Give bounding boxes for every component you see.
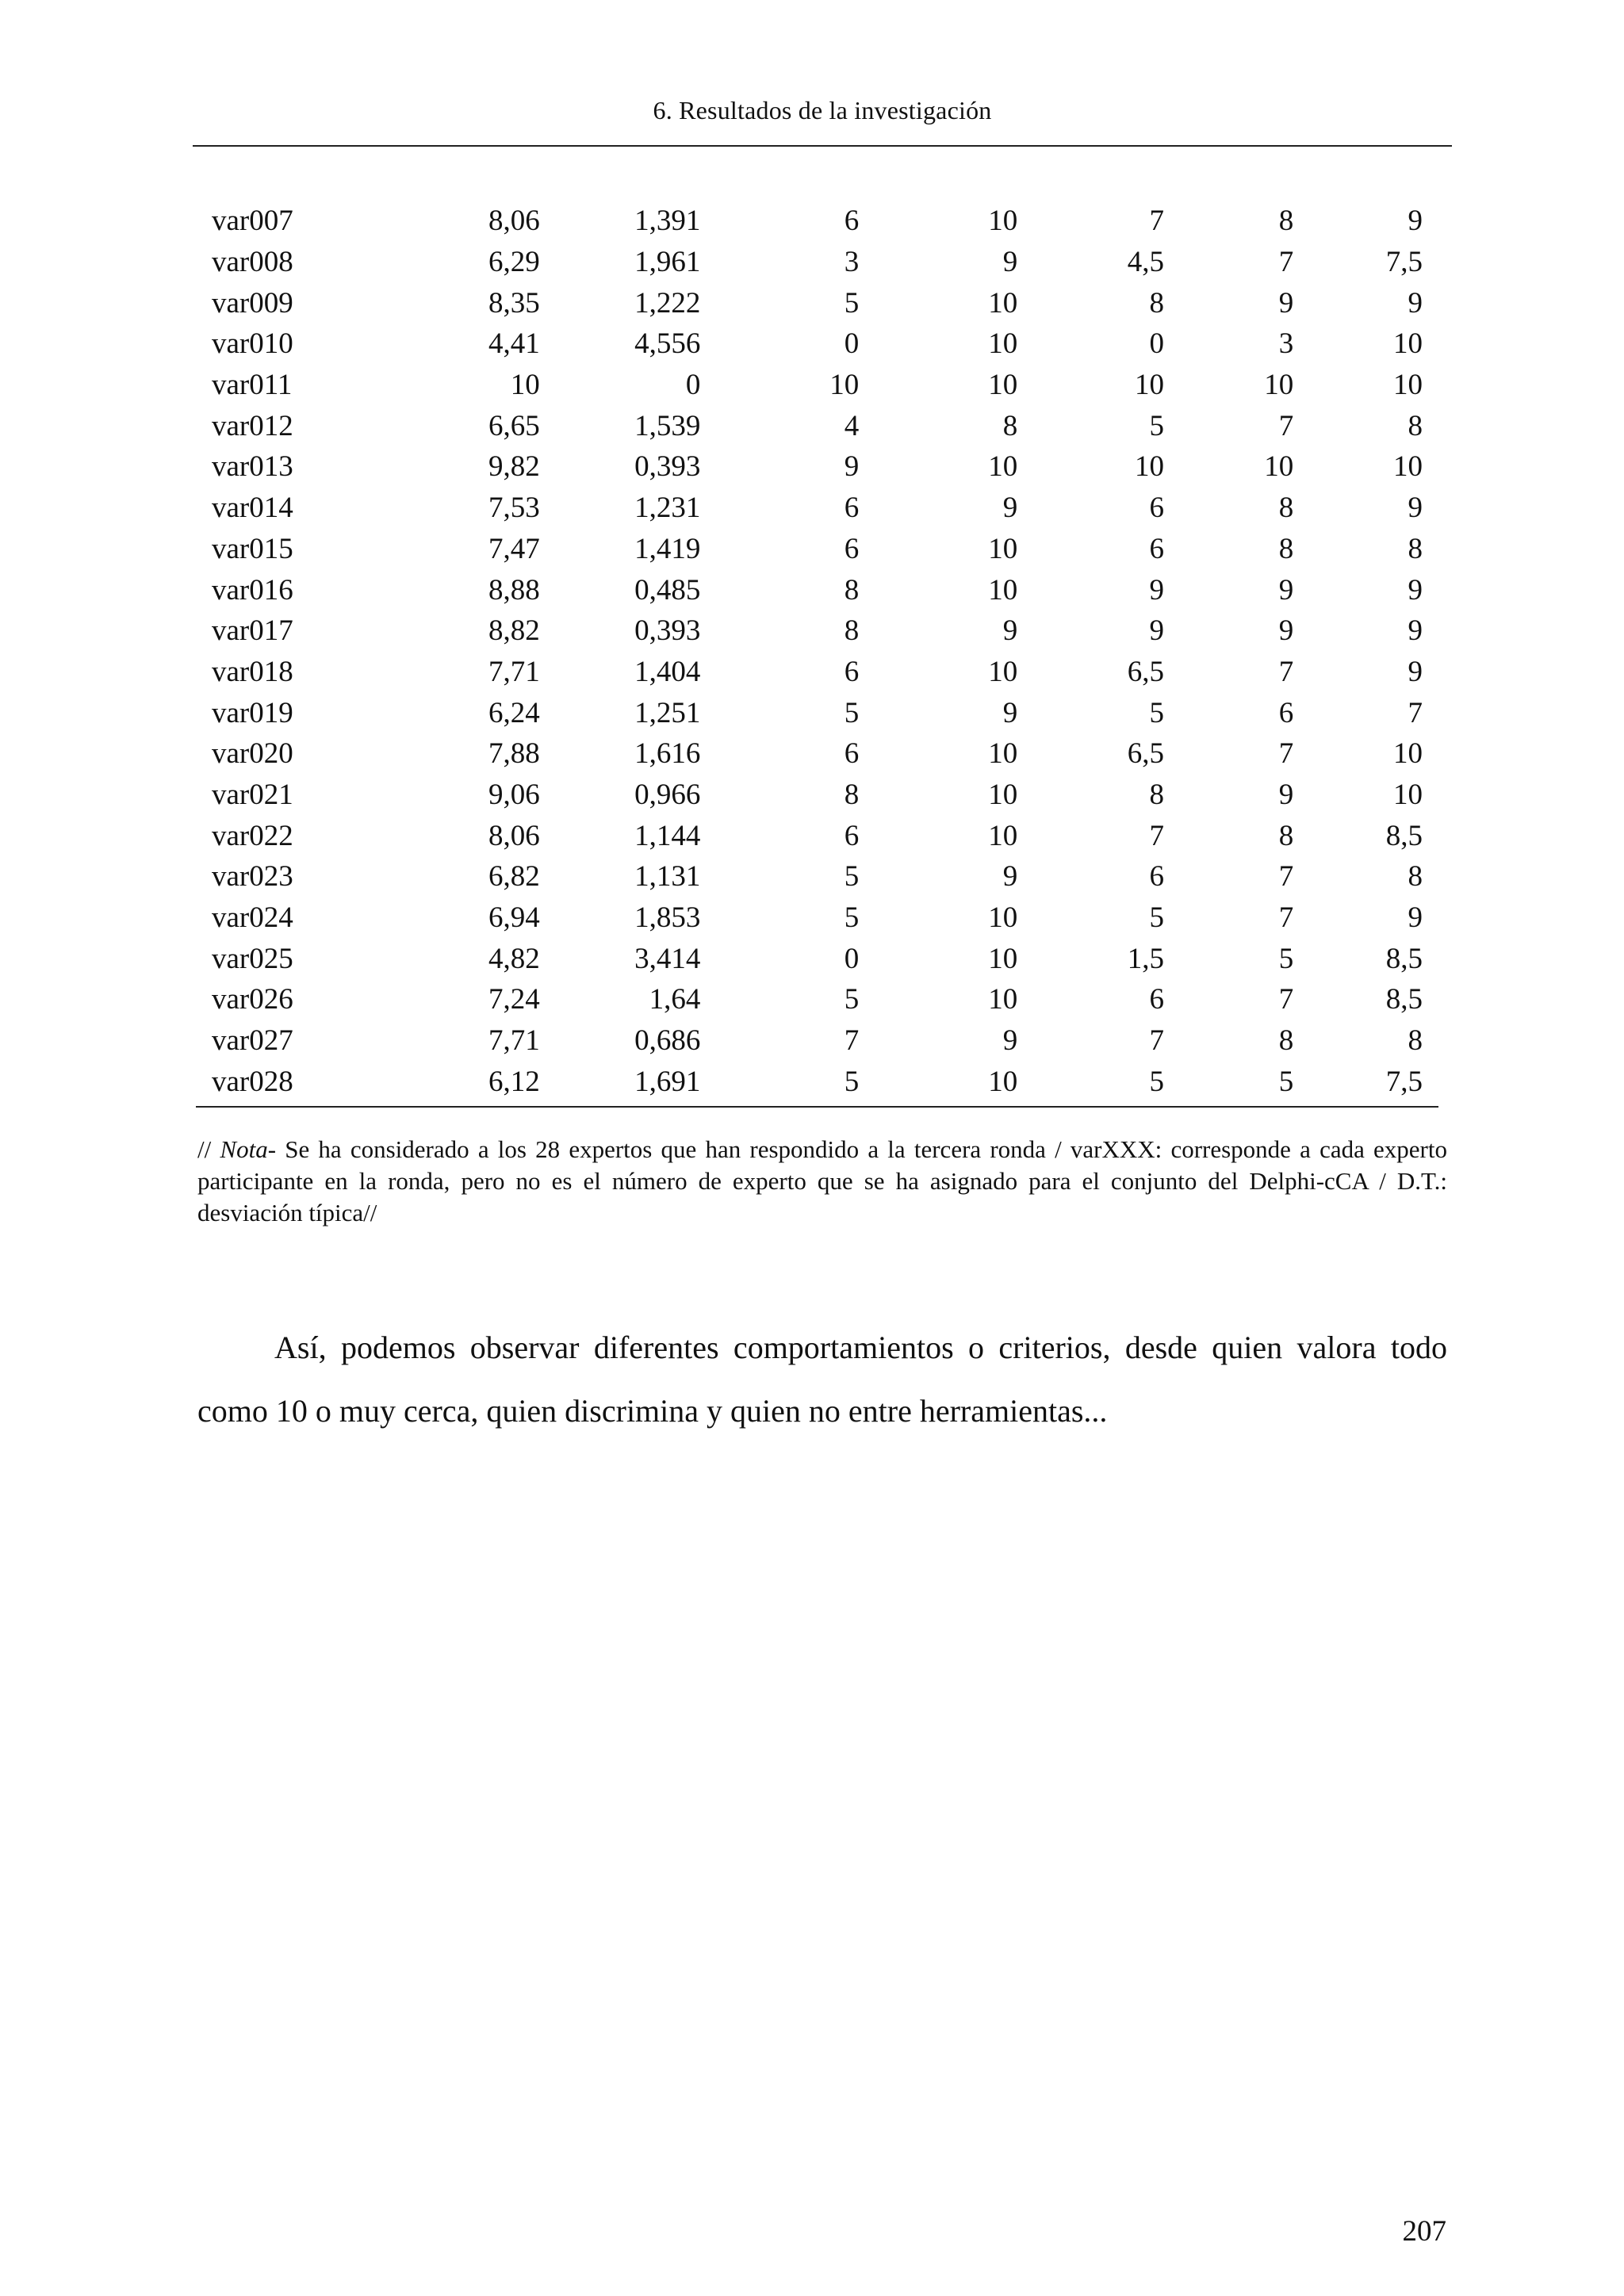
value-cell: 8,88 — [488, 573, 540, 607]
value-cell: 9 — [1408, 614, 1423, 648]
value-cell: 5 — [844, 286, 860, 320]
row-label-cell: var009 — [212, 286, 293, 320]
value-cell: 7 — [1149, 205, 1165, 238]
value-cell: 1,404 — [634, 655, 701, 688]
value-cell: 8 — [1278, 532, 1294, 565]
table-row — [196, 897, 1438, 939]
note-label: Nota — [220, 1135, 268, 1163]
value-cell: 7 — [1278, 655, 1294, 688]
value-cell: 8 — [1002, 409, 1018, 442]
value-cell: 10 — [988, 737, 1018, 771]
value-cell: 9 — [1408, 901, 1423, 935]
value-cell: 9 — [844, 450, 860, 484]
value-cell: 10 — [1393, 450, 1423, 484]
value-cell: 7 — [1278, 246, 1294, 279]
value-cell: 6,24 — [488, 696, 540, 729]
value-cell: 5 — [1149, 1065, 1165, 1098]
value-cell: 8,5 — [1385, 942, 1423, 975]
value-cell: 8,5 — [1385, 819, 1423, 852]
value-cell: 10 — [988, 983, 1018, 1016]
row-label-cell: var013 — [212, 450, 293, 484]
value-cell: 7,53 — [488, 492, 540, 525]
value-cell: 10 — [1393, 327, 1423, 361]
value-cell: 5 — [1278, 942, 1294, 975]
table-row — [196, 652, 1438, 693]
value-cell: 1,853 — [634, 901, 701, 935]
value-cell: 1,5 — [1127, 942, 1165, 975]
value-cell: 7,88 — [488, 737, 540, 771]
row-label-cell: var007 — [212, 205, 293, 238]
value-cell: 4,41 — [488, 327, 540, 361]
table-bottom-rule — [196, 1106, 1438, 1108]
value-cell: 1,231 — [634, 492, 701, 525]
value-cell: 9 — [1002, 492, 1018, 525]
value-cell: 9 — [1278, 286, 1294, 320]
value-cell: 8,06 — [488, 205, 540, 238]
row-label-cell: var020 — [212, 737, 293, 771]
value-cell: 8,35 — [488, 286, 540, 320]
value-cell: 6 — [1149, 860, 1165, 894]
table-row — [196, 775, 1438, 816]
value-cell: 9 — [1408, 492, 1423, 525]
row-label-cell: var028 — [212, 1065, 293, 1098]
table-row — [196, 610, 1438, 652]
value-cell: 0 — [844, 327, 860, 361]
value-cell: 1,419 — [634, 532, 701, 565]
value-cell: 4,82 — [488, 942, 540, 975]
note-text: - Se ha considerado a los 28 expertos que han respondido a la tercera ronda / varXXX: corresponde a cada experto participante en la ronda, pero no es el número de experto que se ha asignado para el conjunto del Delphi-cCA / D.T.: desviación típica// — [197, 1135, 1447, 1226]
row-label-cell: var019 — [212, 696, 293, 729]
table-row — [196, 856, 1438, 897]
value-cell: 1,222 — [634, 286, 701, 320]
value-cell: 0,393 — [634, 450, 701, 484]
value-cell: 5 — [844, 983, 860, 1016]
row-label-cell: var016 — [212, 573, 293, 607]
value-cell: 1,391 — [634, 205, 701, 238]
value-cell: 8,82 — [488, 614, 540, 648]
value-cell: 6 — [844, 205, 860, 238]
value-cell: 9 — [1002, 246, 1018, 279]
value-cell: 7 — [1278, 860, 1294, 894]
value-cell: 9 — [1149, 614, 1165, 648]
value-cell: 9,06 — [488, 778, 540, 811]
value-cell: 10 — [1264, 369, 1294, 402]
note-prefix: // — [197, 1135, 220, 1163]
value-cell: 6 — [1149, 492, 1165, 525]
value-cell: 7 — [1278, 409, 1294, 442]
value-cell: 3 — [1278, 327, 1294, 361]
table-row — [196, 405, 1438, 446]
value-cell: 9 — [1149, 573, 1165, 607]
value-cell: 9 — [1002, 860, 1018, 894]
table-row — [196, 815, 1438, 856]
value-cell: 9 — [1278, 573, 1294, 607]
value-cell: 9 — [1408, 286, 1423, 320]
value-cell: 8 — [1278, 205, 1294, 238]
header-rule — [193, 145, 1452, 147]
value-cell: 7 — [1149, 1024, 1165, 1058]
row-label-cell: var025 — [212, 942, 293, 975]
value-cell: 6,82 — [488, 860, 540, 894]
data-table — [196, 201, 1438, 1102]
row-label-cell: var008 — [212, 246, 293, 279]
value-cell: 10 — [988, 1065, 1018, 1098]
table-row — [196, 242, 1438, 283]
value-cell: 1,691 — [634, 1065, 701, 1098]
value-cell: 5 — [844, 696, 860, 729]
table-row — [196, 365, 1438, 406]
table-row — [196, 1061, 1438, 1102]
row-label-cell: var015 — [212, 532, 293, 565]
row-label-cell: var022 — [212, 819, 293, 852]
value-cell: 10 — [988, 942, 1018, 975]
running-header: 6. Resultados de la investigación — [653, 96, 992, 124]
value-cell: 6 — [844, 532, 860, 565]
value-cell: 6,5 — [1127, 655, 1165, 688]
value-cell: 10 — [1393, 737, 1423, 771]
value-cell: 9 — [1408, 205, 1423, 238]
body-paragraph: Así, podemos observar diferentes comportamientos o criterios, desde quien valora todo como 10 o muy cerca, quien discrimina y quien no entre herramientas... — [197, 1330, 1447, 1429]
value-cell: 10 — [1135, 450, 1165, 484]
value-cell: 7,24 — [488, 983, 540, 1016]
value-cell: 6 — [844, 492, 860, 525]
value-cell: 1,961 — [634, 246, 701, 279]
value-cell: 8 — [1149, 286, 1165, 320]
value-cell: 8 — [1408, 1024, 1423, 1058]
value-cell: 10 — [510, 369, 540, 402]
row-label-cell: var010 — [212, 327, 293, 361]
value-cell: 9 — [1002, 614, 1018, 648]
value-cell: 3,414 — [634, 942, 701, 975]
value-cell: 6 — [844, 655, 860, 688]
value-cell: 6,65 — [488, 409, 540, 442]
value-cell: 10 — [1264, 450, 1294, 484]
row-label-cell: var021 — [212, 778, 293, 811]
value-cell: 1,144 — [634, 819, 701, 852]
row-label-cell: var027 — [212, 1024, 293, 1058]
value-cell: 0 — [844, 942, 860, 975]
value-cell: 8 — [844, 614, 860, 648]
value-cell: 10 — [1393, 369, 1423, 402]
table-row — [196, 692, 1438, 733]
table-row — [196, 569, 1438, 610]
value-cell: 8 — [1408, 409, 1423, 442]
table-row — [196, 201, 1438, 242]
value-cell: 7 — [1278, 901, 1294, 935]
table-row — [196, 938, 1438, 979]
value-cell: 10 — [988, 286, 1018, 320]
value-cell: 8 — [1408, 860, 1423, 894]
value-cell: 7,71 — [488, 1024, 540, 1058]
page-number: 207 — [1402, 2215, 1446, 2248]
value-cell: 10 — [988, 369, 1018, 402]
value-cell: 0,393 — [634, 614, 701, 648]
value-cell: 5 — [1278, 1065, 1294, 1098]
value-cell: 9 — [1002, 696, 1018, 729]
value-cell: 10 — [988, 778, 1018, 811]
value-cell: 3 — [844, 246, 860, 279]
value-cell: 10 — [988, 901, 1018, 935]
value-cell: 10 — [988, 327, 1018, 361]
value-cell: 6 — [1278, 696, 1294, 729]
value-cell: 9 — [1408, 573, 1423, 607]
value-cell: 6 — [1149, 532, 1165, 565]
value-cell: 6,94 — [488, 901, 540, 935]
value-cell: 1,131 — [634, 860, 701, 894]
value-cell: 4 — [844, 409, 860, 442]
row-label-cell: var023 — [212, 860, 293, 894]
value-cell: 7 — [1149, 819, 1165, 852]
value-cell: 0 — [1149, 327, 1165, 361]
value-cell: 6 — [844, 737, 860, 771]
value-cell: 9 — [1002, 1024, 1018, 1058]
table-body — [196, 201, 1438, 1102]
value-cell: 9 — [1408, 655, 1423, 688]
value-cell: 8 — [1149, 778, 1165, 811]
value-cell: 5 — [1149, 901, 1165, 935]
value-cell: 7 — [1278, 983, 1294, 1016]
value-cell: 9 — [1278, 778, 1294, 811]
row-label-cell: var014 — [212, 492, 293, 525]
value-cell: 8,5 — [1385, 983, 1423, 1016]
table-row — [196, 446, 1438, 488]
value-cell: 7,5 — [1385, 1065, 1423, 1098]
table-row — [196, 733, 1438, 775]
value-cell: 6,12 — [488, 1065, 540, 1098]
value-cell: 7,5 — [1385, 246, 1423, 279]
value-cell: 10 — [988, 450, 1018, 484]
value-cell: 10 — [988, 819, 1018, 852]
value-cell: 4,5 — [1127, 246, 1165, 279]
value-cell: 10 — [988, 573, 1018, 607]
value-cell: 10 — [1135, 369, 1165, 402]
value-cell: 6 — [844, 819, 860, 852]
value-cell: 7 — [844, 1024, 860, 1058]
table-row — [196, 979, 1438, 1020]
value-cell: 1,616 — [634, 737, 701, 771]
value-cell: 5 — [844, 860, 860, 894]
table-row — [196, 1020, 1438, 1062]
value-cell: 7 — [1408, 696, 1423, 729]
value-cell: 0,686 — [634, 1024, 701, 1058]
value-cell: 5 — [844, 1065, 860, 1098]
table-row — [196, 282, 1438, 323]
row-label-cell: var018 — [212, 655, 293, 688]
value-cell: 0,966 — [634, 778, 701, 811]
row-label-cell: var026 — [212, 983, 293, 1016]
value-cell: 10 — [1393, 778, 1423, 811]
value-cell: 7,71 — [488, 655, 540, 688]
row-label-cell: var011 — [212, 369, 293, 402]
value-cell: 10 — [988, 532, 1018, 565]
table-row — [196, 529, 1438, 570]
value-cell: 8 — [1278, 1024, 1294, 1058]
value-cell: 5 — [1149, 409, 1165, 442]
value-cell: 8 — [1278, 492, 1294, 525]
value-cell: 4,556 — [634, 327, 701, 361]
value-cell: 6,29 — [488, 246, 540, 279]
value-cell: 6 — [1149, 983, 1165, 1016]
table-row — [196, 488, 1438, 529]
value-cell: 8 — [1278, 819, 1294, 852]
value-cell: 7 — [1278, 737, 1294, 771]
value-cell: 5 — [1149, 696, 1165, 729]
value-cell: 10 — [988, 655, 1018, 688]
row-label-cell: var024 — [212, 901, 293, 935]
value-cell: 7,47 — [488, 532, 540, 565]
table-note — [197, 1134, 1447, 1229]
value-cell: 6,5 — [1127, 737, 1165, 771]
row-label-cell: var017 — [212, 614, 293, 648]
value-cell: 0,485 — [634, 573, 701, 607]
value-cell: 10 — [988, 205, 1018, 238]
value-cell: 8 — [1408, 532, 1423, 565]
value-cell: 9,82 — [488, 450, 540, 484]
row-label-cell: var012 — [212, 409, 293, 442]
value-cell: 0 — [685, 369, 701, 402]
value-cell: 1,251 — [634, 696, 701, 729]
value-cell: 9 — [1278, 614, 1294, 648]
value-cell: 8 — [844, 573, 860, 607]
table-row — [196, 323, 1438, 365]
value-cell: 5 — [844, 901, 860, 935]
value-cell: 1,539 — [634, 409, 701, 442]
value-cell: 1,64 — [649, 983, 701, 1016]
value-cell: 10 — [829, 369, 860, 402]
value-cell: 8,06 — [488, 819, 540, 852]
value-cell: 8 — [844, 778, 860, 811]
